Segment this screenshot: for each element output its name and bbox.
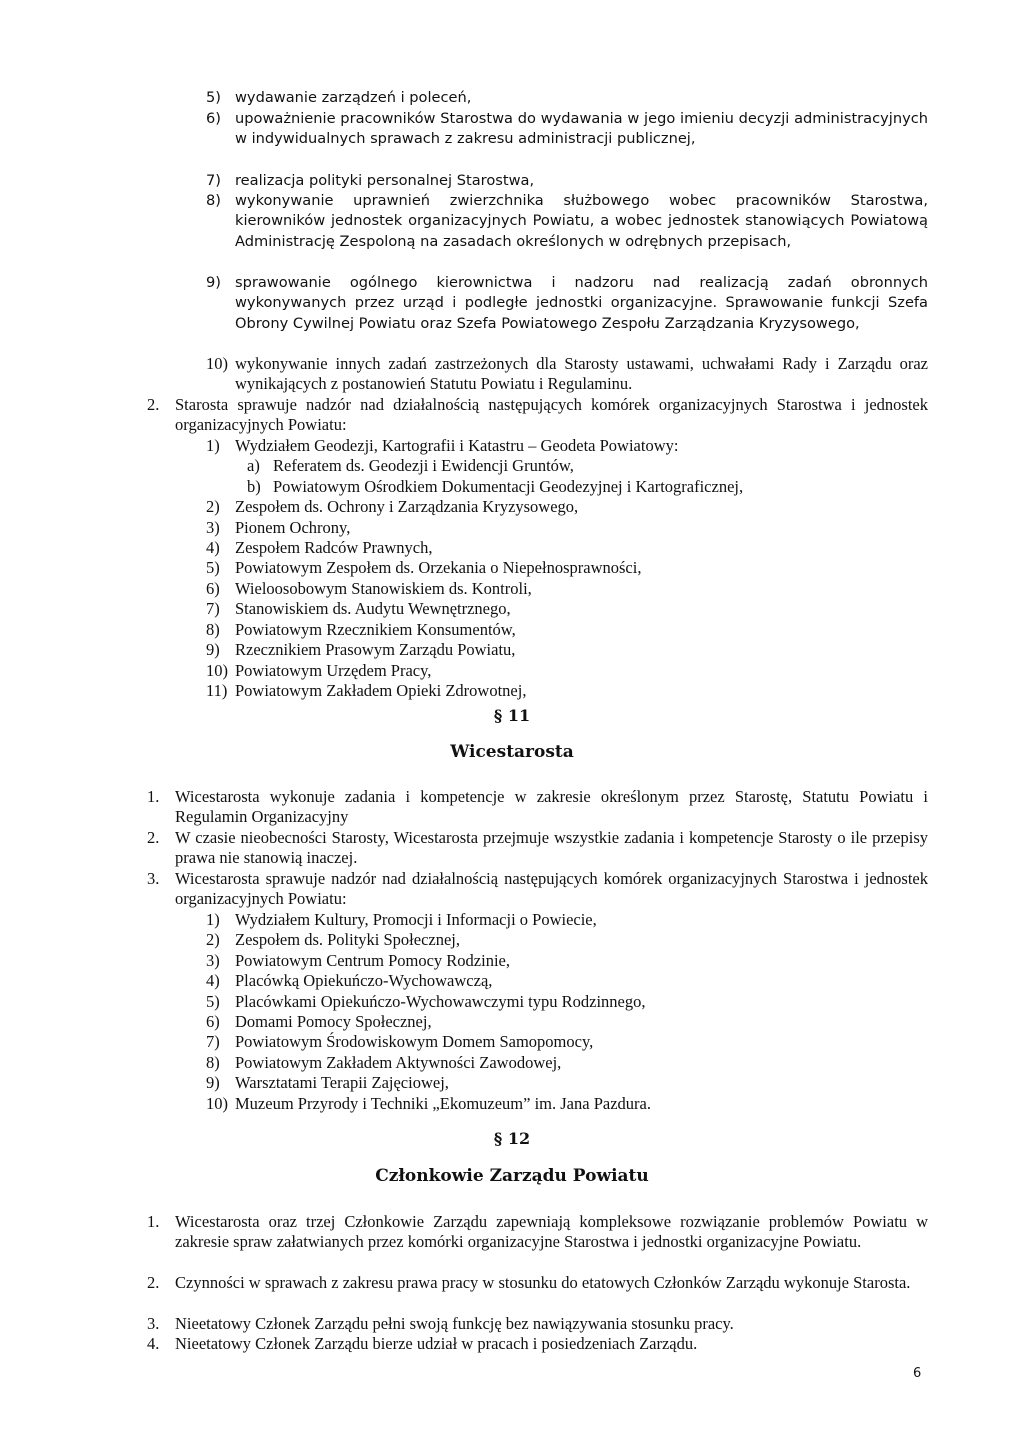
item-number: 10) [206,1094,228,1113]
point-text: Wicestarosta wykonuje zadania i kompetencje w zakresie określonym przez Starostę, Statutu Powiatu i Regulamin Organizacyjny [175,787,928,827]
item-number: 5) [206,558,220,577]
sec11-point-2 [147,828,928,869]
point-2 [147,395,928,436]
item-text: Wydziałem Geodezji, Kartografii i Katastru – Geodeta Powiatowy: [235,436,679,455]
item-text: Placówkami Opiekuńczo-Wychowawczymi typu Rodzinnego, [235,992,646,1011]
item-text: Pionem Ochrony, [235,518,351,537]
item-text: Muzeum Przyrody i Techniki „Ekomuzeum” im. Jana Pazdura. [235,1094,651,1113]
list-item [206,88,928,108]
list-item [206,518,928,538]
point-number: 2. [147,828,160,847]
paragraph-11-number: § 11 [493,706,531,725]
point-number: 1. [147,1212,160,1231]
item-number: 9) [206,640,220,659]
sec12-point-2 [147,1273,928,1293]
list-item [206,992,928,1012]
item-number: 2) [206,930,220,949]
item-number: 10) [206,661,228,680]
list-item [206,620,928,640]
sub-list-item [247,456,928,476]
item-text: Zespołem Radców Prawnych, [235,538,433,557]
item-text: Placówką Opiekuńczo-Wychowawczą, [235,971,493,990]
list-item [206,1053,928,1073]
point-text: Nieetatowy Członek Zarządu pełni swoją funkcję bez nawiązywania stosunku pracy. [175,1314,734,1333]
sec11-point-1 [147,787,928,828]
item-number: 10) [206,354,228,373]
item-number: 4) [206,971,220,990]
point-text: Wicestarosta oraz trzej Członkowie Zarządu zapewniają kompleksowe rozwiązanie problemów Powiatu w zakresie spraw załatwianych przez komórki organizacyjne Starostwa i jednostki organizacyjne Powiatu. [175,1212,928,1252]
section-title-czlonkowie-zarzadu: Członkowie Zarządu Powiatu [375,1166,649,1186]
item-number: 5) [206,89,221,106]
sec12-point-1 [147,1212,928,1253]
list-item [206,681,928,701]
item-text: sprawowanie ogólnego kierownictwa i nadzoru nad realizacją zadań obronnych wykonywanych przez urząd i podległe jednostki organizacyjne. Sprawowanie funkcji Szefa Obrony Cywilnej Powiatu oraz Szefa Powiatowego Zespołu Zarządzania Kryzysowego, [235,274,928,332]
item-number: 11) [206,681,228,700]
item-text: Warsztatami Terapii Zajęciowej, [235,1073,449,1092]
paragraph-12-number: § 12 [493,1129,531,1148]
item-text: Stanowiskiem ds. Audytu Wewnętrznego, [235,599,511,618]
list-item [206,558,928,578]
list-item [206,436,928,456]
point-number: 2. [147,395,160,414]
item-number: 8) [206,192,221,209]
item-text: Powiatowym Centrum Pomocy Rodzinie, [235,951,510,970]
item-text: Wieloosobowym Stanowiskiem ds. Kontroli, [235,579,532,598]
item-number: 8) [206,620,220,639]
list-item [206,951,928,971]
item-text: Referatem ds. Geodezji i Ewidencji Gruntów, [273,456,574,475]
item-number: 6) [206,110,221,127]
point-number: 4. [147,1334,160,1353]
item-text: Powiatowym Urzędem Pracy, [235,661,432,680]
item-text: wydawanie zarządzeń i poleceń, [235,89,472,106]
item-number: 9) [206,1073,220,1092]
item-text: realizacja polityki personalnej Starostwa, [235,172,535,189]
item-text: Zespołem ds. Polityki Społecznej, [235,930,461,949]
point-text: W czasie nieobecności Starosty, Wicestarosta przejmuje wszystkie zadania i kompetencje Starosty o ile przepisy prawa nie stanowią inaczej. [175,828,928,868]
section-title-wicestarosta: Wicestarosta [450,742,574,762]
item-text: wykonywanie innych zadań zastrzeżonych dla Starosty ustawami, uchwałami Rady i Zarządu oraz wynikających z postanowień Statutu Powiatu i Regulaminu. [235,354,928,394]
list-item [206,1032,928,1052]
item-text: Powiatowym Ośrodkiem Dokumentacji Geodezyjnej i Kartograficznej, [273,477,744,496]
item-text: Zespołem ds. Ochrony i Zarządzania Kryzysowego, [235,497,579,516]
sec12-point-4 [147,1334,928,1354]
item-number: 1) [206,436,220,455]
item-text: Powiatowym Zespołem ds. Orzekania o Niepełnosprawności, [235,558,642,577]
sec12-point-3 [147,1314,928,1334]
list-item [206,910,928,930]
item-number: 3) [206,518,220,537]
point-text: Nieetatowy Członek Zarządu bierze udział w pracach i posiedzeniach Zarządu. [175,1334,698,1353]
list-item [206,171,928,191]
list-item [206,538,928,558]
item-text: wykonywanie uprawnień zwierzchnika służbowego wobec pracowników Starostwa, kierowników jednostek organizacyjnych Powiatu, a wobec jednostek stanowiących Powiatową Administrację Zespoloną na zasadach określonych w odrębnych przepisach, [235,192,928,250]
item-number: 9) [206,274,221,291]
point-text: Wicestarosta sprawuje nadzór nad działalnością następujących komórek organizacyjnych Starostwa i jednostek organizacyjnych Powiatu: [175,869,928,909]
item-number: 6) [206,1012,220,1031]
list-item [206,599,928,619]
list-item [206,354,928,395]
item-number: 1) [206,910,220,929]
list-item [206,1094,928,1114]
item-letter: a) [247,456,260,475]
item-text: Powiatowym Zakładem Aktywności Zawodowej, [235,1053,562,1072]
item-number: 7) [206,599,220,618]
list-item [206,579,928,599]
item-text: Wydziałem Kultury, Promocji i Informacji o Powiecie, [235,910,597,929]
point-number: 2. [147,1273,160,1292]
list-item [206,661,928,681]
list-item [206,497,928,517]
item-text: Domami Pomocy Społecznej, [235,1012,432,1031]
item-number: 3) [206,951,220,970]
item-number: 7) [206,1032,220,1051]
item-text: Powiatowym Rzecznikiem Konsumentów, [235,620,516,639]
list-item [206,1073,928,1093]
point-number: 3. [147,869,160,888]
point-text: Starosta sprawuje nadzór nad działalnością następujących komórek organizacyjnych Starostwa i jednostek organizacyjnych Powiatu: [175,395,928,435]
point-text: Czynności w sprawach z zakresu prawa pracy w stosunku do etatowych Członków Zarządu wykonuje Starosta. [175,1273,911,1292]
item-text: upoważnienie pracowników Starostwa do wydawania w jego imieniu decyzji administracyjnych w indywidualnych sprawach z zakresu administracji publicznej, [235,110,928,148]
item-number: 8) [206,1053,220,1072]
list-item [206,109,928,150]
item-number: 6) [206,579,220,598]
list-item [206,640,928,660]
item-text: Rzecznikiem Prasowym Zarządu Powiatu, [235,640,516,659]
item-number: 7) [206,172,221,189]
list-item [206,971,928,991]
point-number: 3. [147,1314,160,1333]
point-number: 1. [147,787,160,806]
item-letter: b) [247,477,261,496]
list-item [206,191,928,252]
list-item [206,273,928,334]
item-text: Powiatowym Środowiskowym Domem Samopomocy, [235,1032,594,1051]
sub-list-item [247,477,928,497]
list-item [206,930,928,950]
item-text: Powiatowym Zakładem Opieki Zdrowotnej, [235,681,527,700]
list-item [206,1012,928,1032]
item-number: 2) [206,497,220,516]
item-number: 4) [206,538,220,557]
sec11-point-3 [147,869,928,910]
page-number: 6 [913,1366,922,1381]
item-number: 5) [206,992,220,1011]
